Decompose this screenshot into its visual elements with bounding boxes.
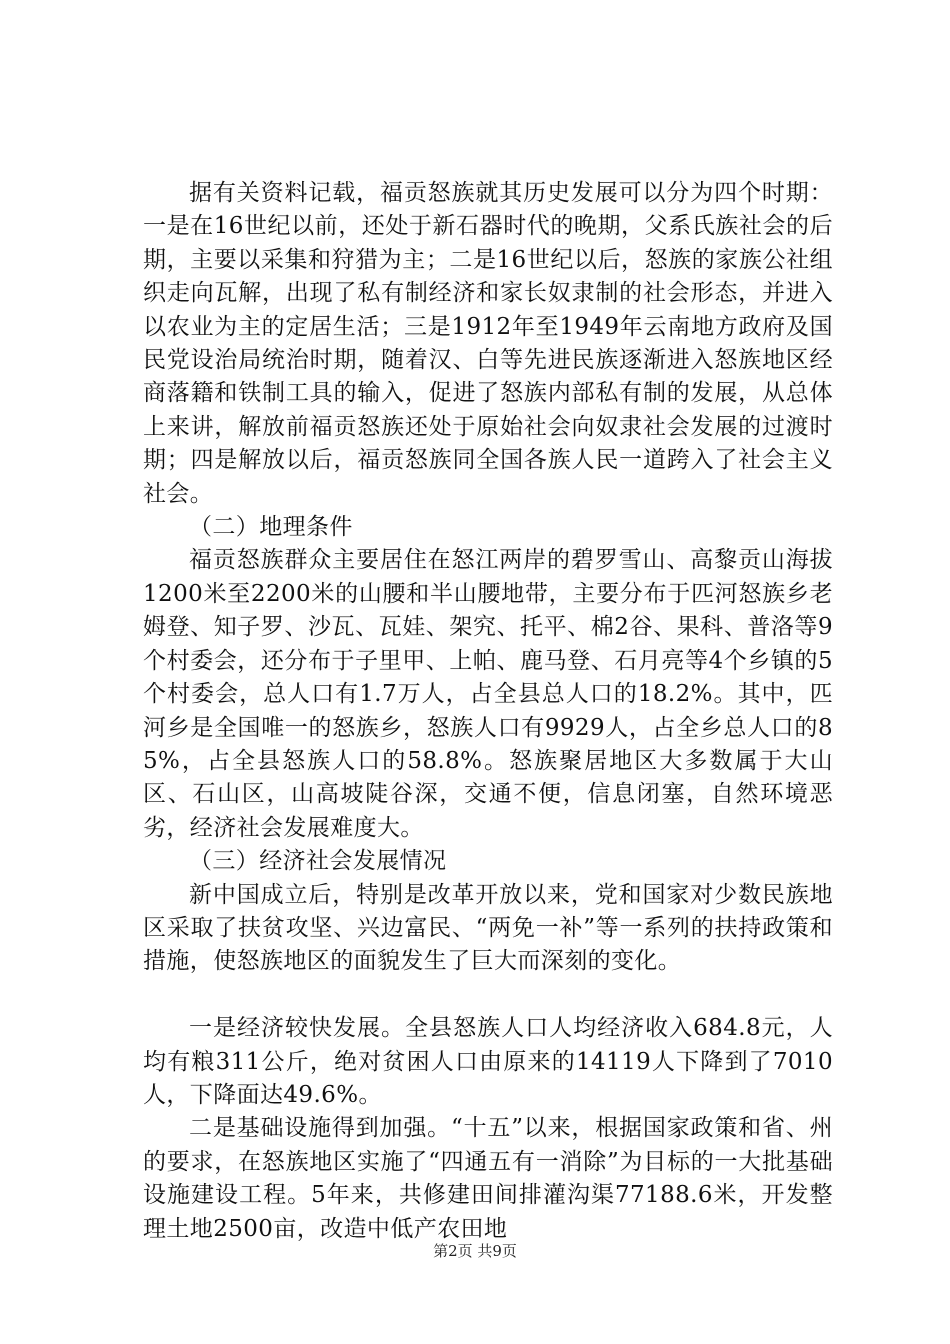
paragraph-economy-intro: 新中国成立后，特别是改革开放以来，党和国家对少数民族地区采取了扶贫攻坚、兴边富民、“两免一补”等一系列的扶持政策和措施，使怒族地区的面貌发生了巨大而深刻的变化。 bbox=[143, 881, 833, 975]
paragraph-geography: 福贡怒族群众主要居住在怒江两岸的碧罗雪山、高黎贡山海拔1200米至2200米的山腰和半山腰地带，主要分布于匹河怒族乡老姆登、知子罗、沙瓦、瓦娃、架究、托平、棉2谷、果科、普洛等9个村委会，还分布于子里甲、上帕、鹿马登、石月亮等4个乡镇的5个村委会，总人口有1.7万人，占全县总人口的18.2%。其中，匹河乡是全国唯一的怒族乡，怒族人口有9929人，占全乡总人口的85%，占全县怒族人口的58.8%。怒族聚居地区大多数属于大山区、石山区，山高坡陡谷深，交通不便，信息闭塞，自然环境恶劣，经济社会发展难度大。 bbox=[143, 547, 833, 841]
paragraph-economic-growth: 一是经济较快发展。全县怒族人口人均经济收入684.8元，人均有粮311公斤，绝对贫困人口由原来的14119人下降到了7010人，下降面达49.6%。 bbox=[143, 1015, 833, 1108]
paragraph-history-periods: 据有关资料记载，福贡怒族就其历史发展可以分为四个时期：一是在16世纪以前，还处于新石器时代的晚期，父系氏族社会的后期，主要以采集和狩猎为主；二是16世纪以后，怒族的家族公社组织走向瓦解，出现了私有制经济和家长奴隶制的社会形态，并进入以农业为主的定居生活；三是1912年至1949年云南地方政府及国民党设治局统治时期，随着汉、白等先进民族逐渐进入怒族地区经商落籍和铁制工具的输入，促进了怒族内部私有制的发展，从总体上来讲，解放前福贡怒族还处于原始社会向奴隶社会发展的过渡时期；四是解放以后，福贡怒族同全国各族人民一道跨入了社会主义社会。 bbox=[143, 180, 833, 507]
paragraph-infrastructure: 二是基础设施得到加强。“十五”以来，根据国家政策和省、州的要求，在怒族地区实施了“四通五有一消除”为目标的一大批基础设施建设工程。5年来，共修建田间排灌沟渠77188.6米，开发整理土地2500亩，改造中低产农田地 bbox=[143, 1115, 833, 1242]
section-heading-geography: （二）地理条件 bbox=[189, 514, 353, 541]
document-body bbox=[143, 177, 833, 1246]
section-heading-economy: （三）经济社会发展情况 bbox=[189, 848, 447, 875]
paragraph-spacer bbox=[143, 979, 833, 1012]
page-footer: 第2页 共9页 bbox=[433, 1242, 517, 1260]
